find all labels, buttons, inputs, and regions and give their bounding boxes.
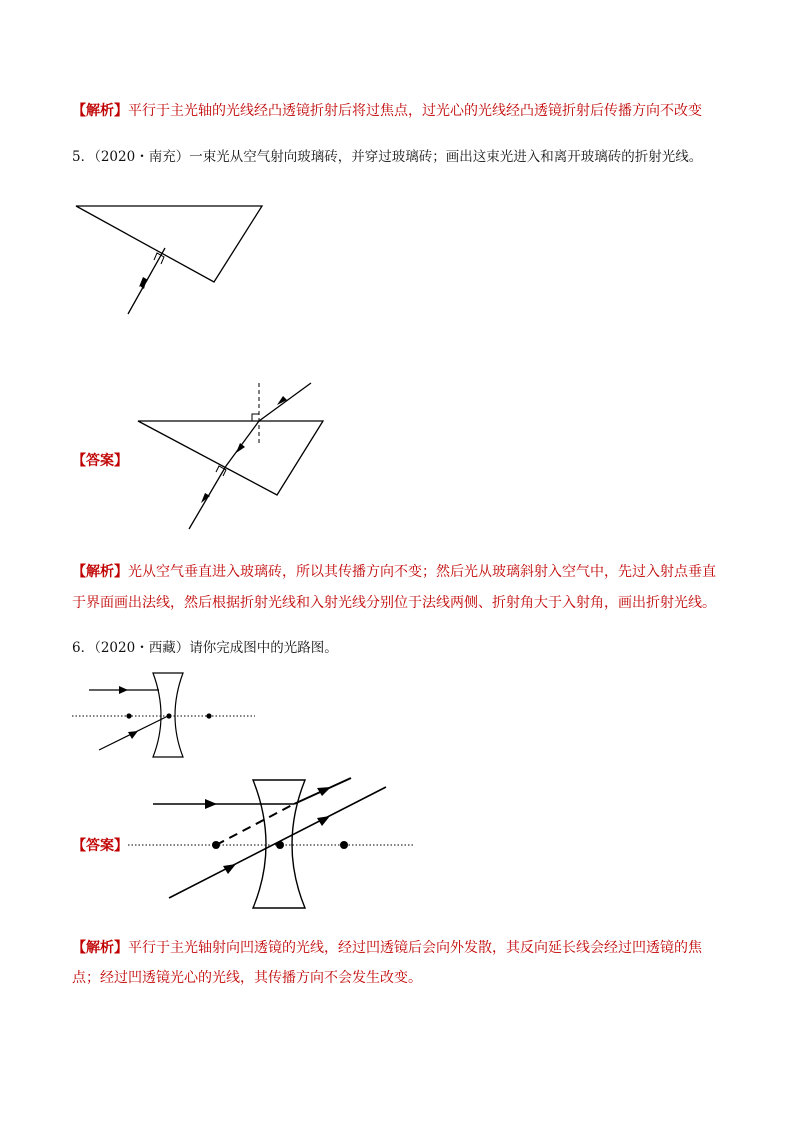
arrow-icon <box>223 864 236 874</box>
focal-point <box>340 841 348 849</box>
arrow-icon <box>205 799 217 809</box>
analysis-tag: 【解析】 <box>72 103 128 119</box>
answer-tag: 【答案】 <box>72 453 128 469</box>
question-number: 5． <box>72 149 95 165</box>
analysis-text: 点；经过凹透镜光心的光线，其传播方向不会发生改变。 <box>72 970 422 986</box>
answer-tag: 【答案】 <box>72 838 128 854</box>
analysis-tag: 【解析】 <box>72 564 128 580</box>
analysis-tag: 【解析】 <box>72 940 128 956</box>
optical-center <box>276 841 284 849</box>
question-number: 6． <box>72 640 95 656</box>
question-text: 一束光从空气射向玻璃砖，并穿过玻璃砖；画出这束光进入和离开玻璃砖的折射光线。 <box>189 149 703 165</box>
question-source: （2020・南充） <box>94 149 190 165</box>
analysis-text: 平行于主光轴的光线经凸透镜折射后将过焦点，过光心的光线经凸透镜折射后传播方向不改变 <box>128 103 702 119</box>
arrow-icon <box>317 816 330 826</box>
question-source: （2020・西藏） <box>94 640 190 656</box>
question-text: 请你完成图中的光路图。 <box>189 640 338 656</box>
analysis-text: 平行于主光轴射向凹透镜的光线，经过凹透镜后会向外发散，其反向延长线会经过凹透镜的焦 <box>128 940 702 956</box>
focal-point <box>212 841 220 849</box>
virtual-extension <box>216 804 294 845</box>
q6-analysis-line1 <box>72 937 702 957</box>
q6-analysis-line2 <box>72 967 422 987</box>
analysis-text: 光从空气垂直进入玻璃砖，所以其传播方向不变；然后光从玻璃斜射入空气中，先过入射点垂直 <box>128 564 716 580</box>
analysis-text: 于界面画出法线，然后根据折射光线和入射光线分别位于法线两侧、折射角大于入射角，画出折射光线。 <box>72 595 716 611</box>
